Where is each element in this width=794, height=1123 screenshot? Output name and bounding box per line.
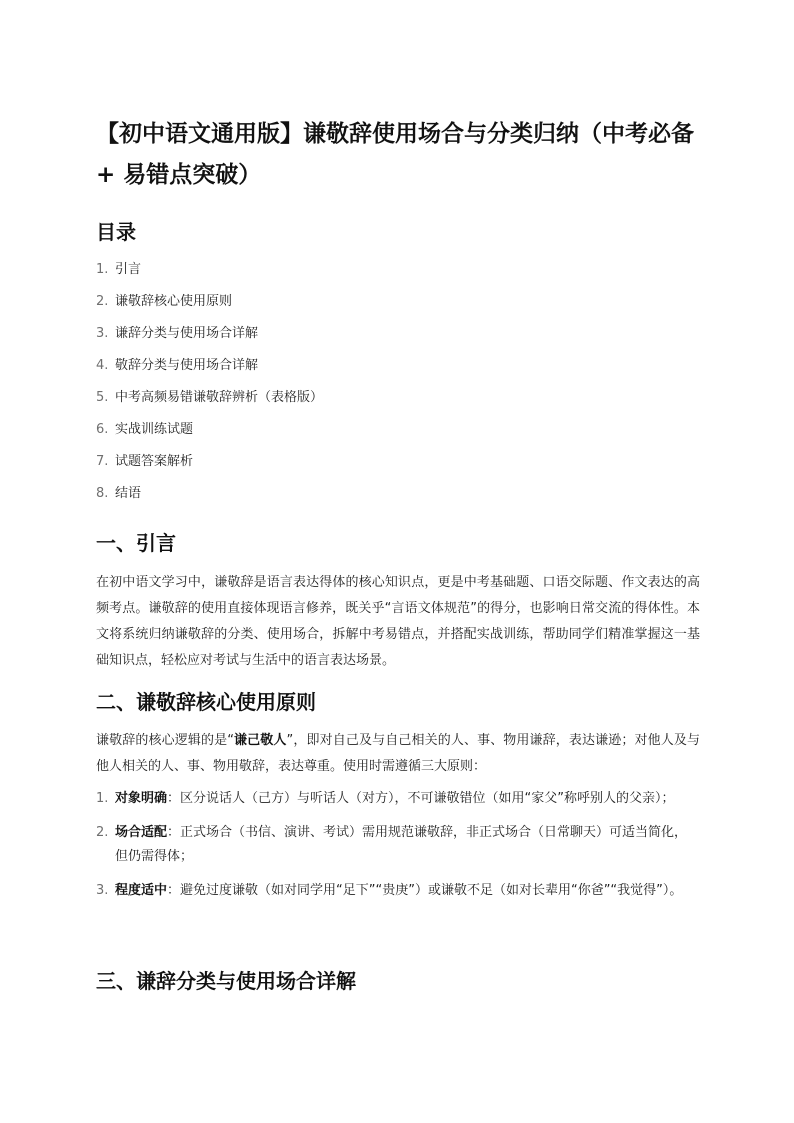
list-item-text: ：避免过度谦敬（如对同学用“足下”“贵庚”）或谦敬不足（如对长辈用“你爸”“我觉得”）。 [167, 883, 683, 898]
toc-item-label: 敬辞分类与使用场合详解 [115, 358, 259, 373]
toc-item-number: 5. [96, 390, 109, 405]
list-item-label: 场合适配 [115, 825, 168, 840]
toc-item-number: 4. [96, 358, 109, 373]
toc-item-number: 1. [96, 262, 109, 277]
toc-item[interactable] [96, 292, 323, 324]
toc-item-label: 谦敬辞核心使用原则 [115, 294, 233, 309]
section-heading-principles: 二、谦敬辞核心使用原则 [96, 690, 316, 714]
toc-item-label: 谦辞分类与使用场合详解 [115, 326, 259, 341]
toc-item-label: 引言 [115, 262, 142, 277]
list-item-number: 2. [96, 825, 109, 840]
toc-item-label: 试题答案解析 [115, 454, 194, 469]
list-item [96, 879, 700, 903]
principles-intro-text: 谦敬辞的核心逻辑的是“ [96, 733, 234, 748]
principles-intro-emphasis: 谦己敬人 [233, 733, 287, 748]
toc-item-label: 中考高频易错谦敬辞辨析（表格版） [115, 390, 324, 405]
list-item [96, 821, 700, 869]
section-heading-introduction: 一、引言 [96, 531, 176, 555]
toc-item[interactable] [96, 452, 323, 484]
table-of-contents [96, 260, 323, 516]
toc-item[interactable] [96, 260, 323, 292]
principles-intro-text: ”，即对自己及与自己相关的人、事、物用谦辞，表达谦逊；对他人及与他人相关的人、事、物用敬辞，表达尊重。使用时需遵循三大原则： [96, 733, 700, 774]
toc-item-number: 6. [96, 422, 109, 437]
principles-intro-paragraph [96, 728, 700, 780]
list-item-number: 3. [96, 883, 109, 898]
list-item-text: ：正式场合（书信、演讲、考试）需用规范谦敬辞，非正式场合（日常聊天）可适当简化，但仍需得体； [115, 825, 688, 864]
principles-list [96, 787, 700, 913]
list-item [96, 787, 700, 811]
toc-item-number: 3. [96, 326, 109, 341]
toc-item[interactable] [96, 388, 323, 420]
list-item-label: 对象明确 [115, 791, 168, 806]
toc-item[interactable] [96, 420, 323, 452]
introduction-paragraph: 在初中语文学习中，谦敬辞是语言表达得体的核心知识点，更是中考基础题、口语交际题、作文表达的高频考点。谦敬辞的使用直接体现语言修养，既关乎“言语文体规范”的得分，也影响日常交流的得体性。本文将系统归纳谦敬辞的分类、使用场合，拆解中考易错点，并搭配实战训练，帮助同学们精准掌握这一基础知识点，轻松应对考试与生活中的语言表达场景。 [96, 575, 700, 668]
toc-item-number: 7. [96, 454, 109, 469]
section-heading-humble-words: 三、谦辞分类与使用场合详解 [96, 969, 356, 993]
toc-item-label: 结语 [115, 486, 142, 501]
toc-item-number: 2. [96, 294, 109, 309]
toc-heading: 目录 [96, 220, 136, 244]
toc-item[interactable] [96, 356, 323, 388]
toc-item-number: 8. [96, 486, 109, 501]
toc-item-label: 实战训练试题 [115, 422, 194, 437]
toc-item[interactable] [96, 324, 323, 356]
document-title: 【初中语文通用版】谦敬辞使用场合与分类归纳（中考必备 + 易错点突破） [96, 121, 694, 188]
toc-item[interactable] [96, 484, 323, 516]
list-item-number: 1. [96, 791, 109, 806]
list-item-text: ：区分说话人（己方）与听话人（对方），不可谦敬错位（如用“家父”称呼别人的父亲）； [167, 791, 675, 806]
list-item-label: 程度适中 [115, 883, 168, 898]
